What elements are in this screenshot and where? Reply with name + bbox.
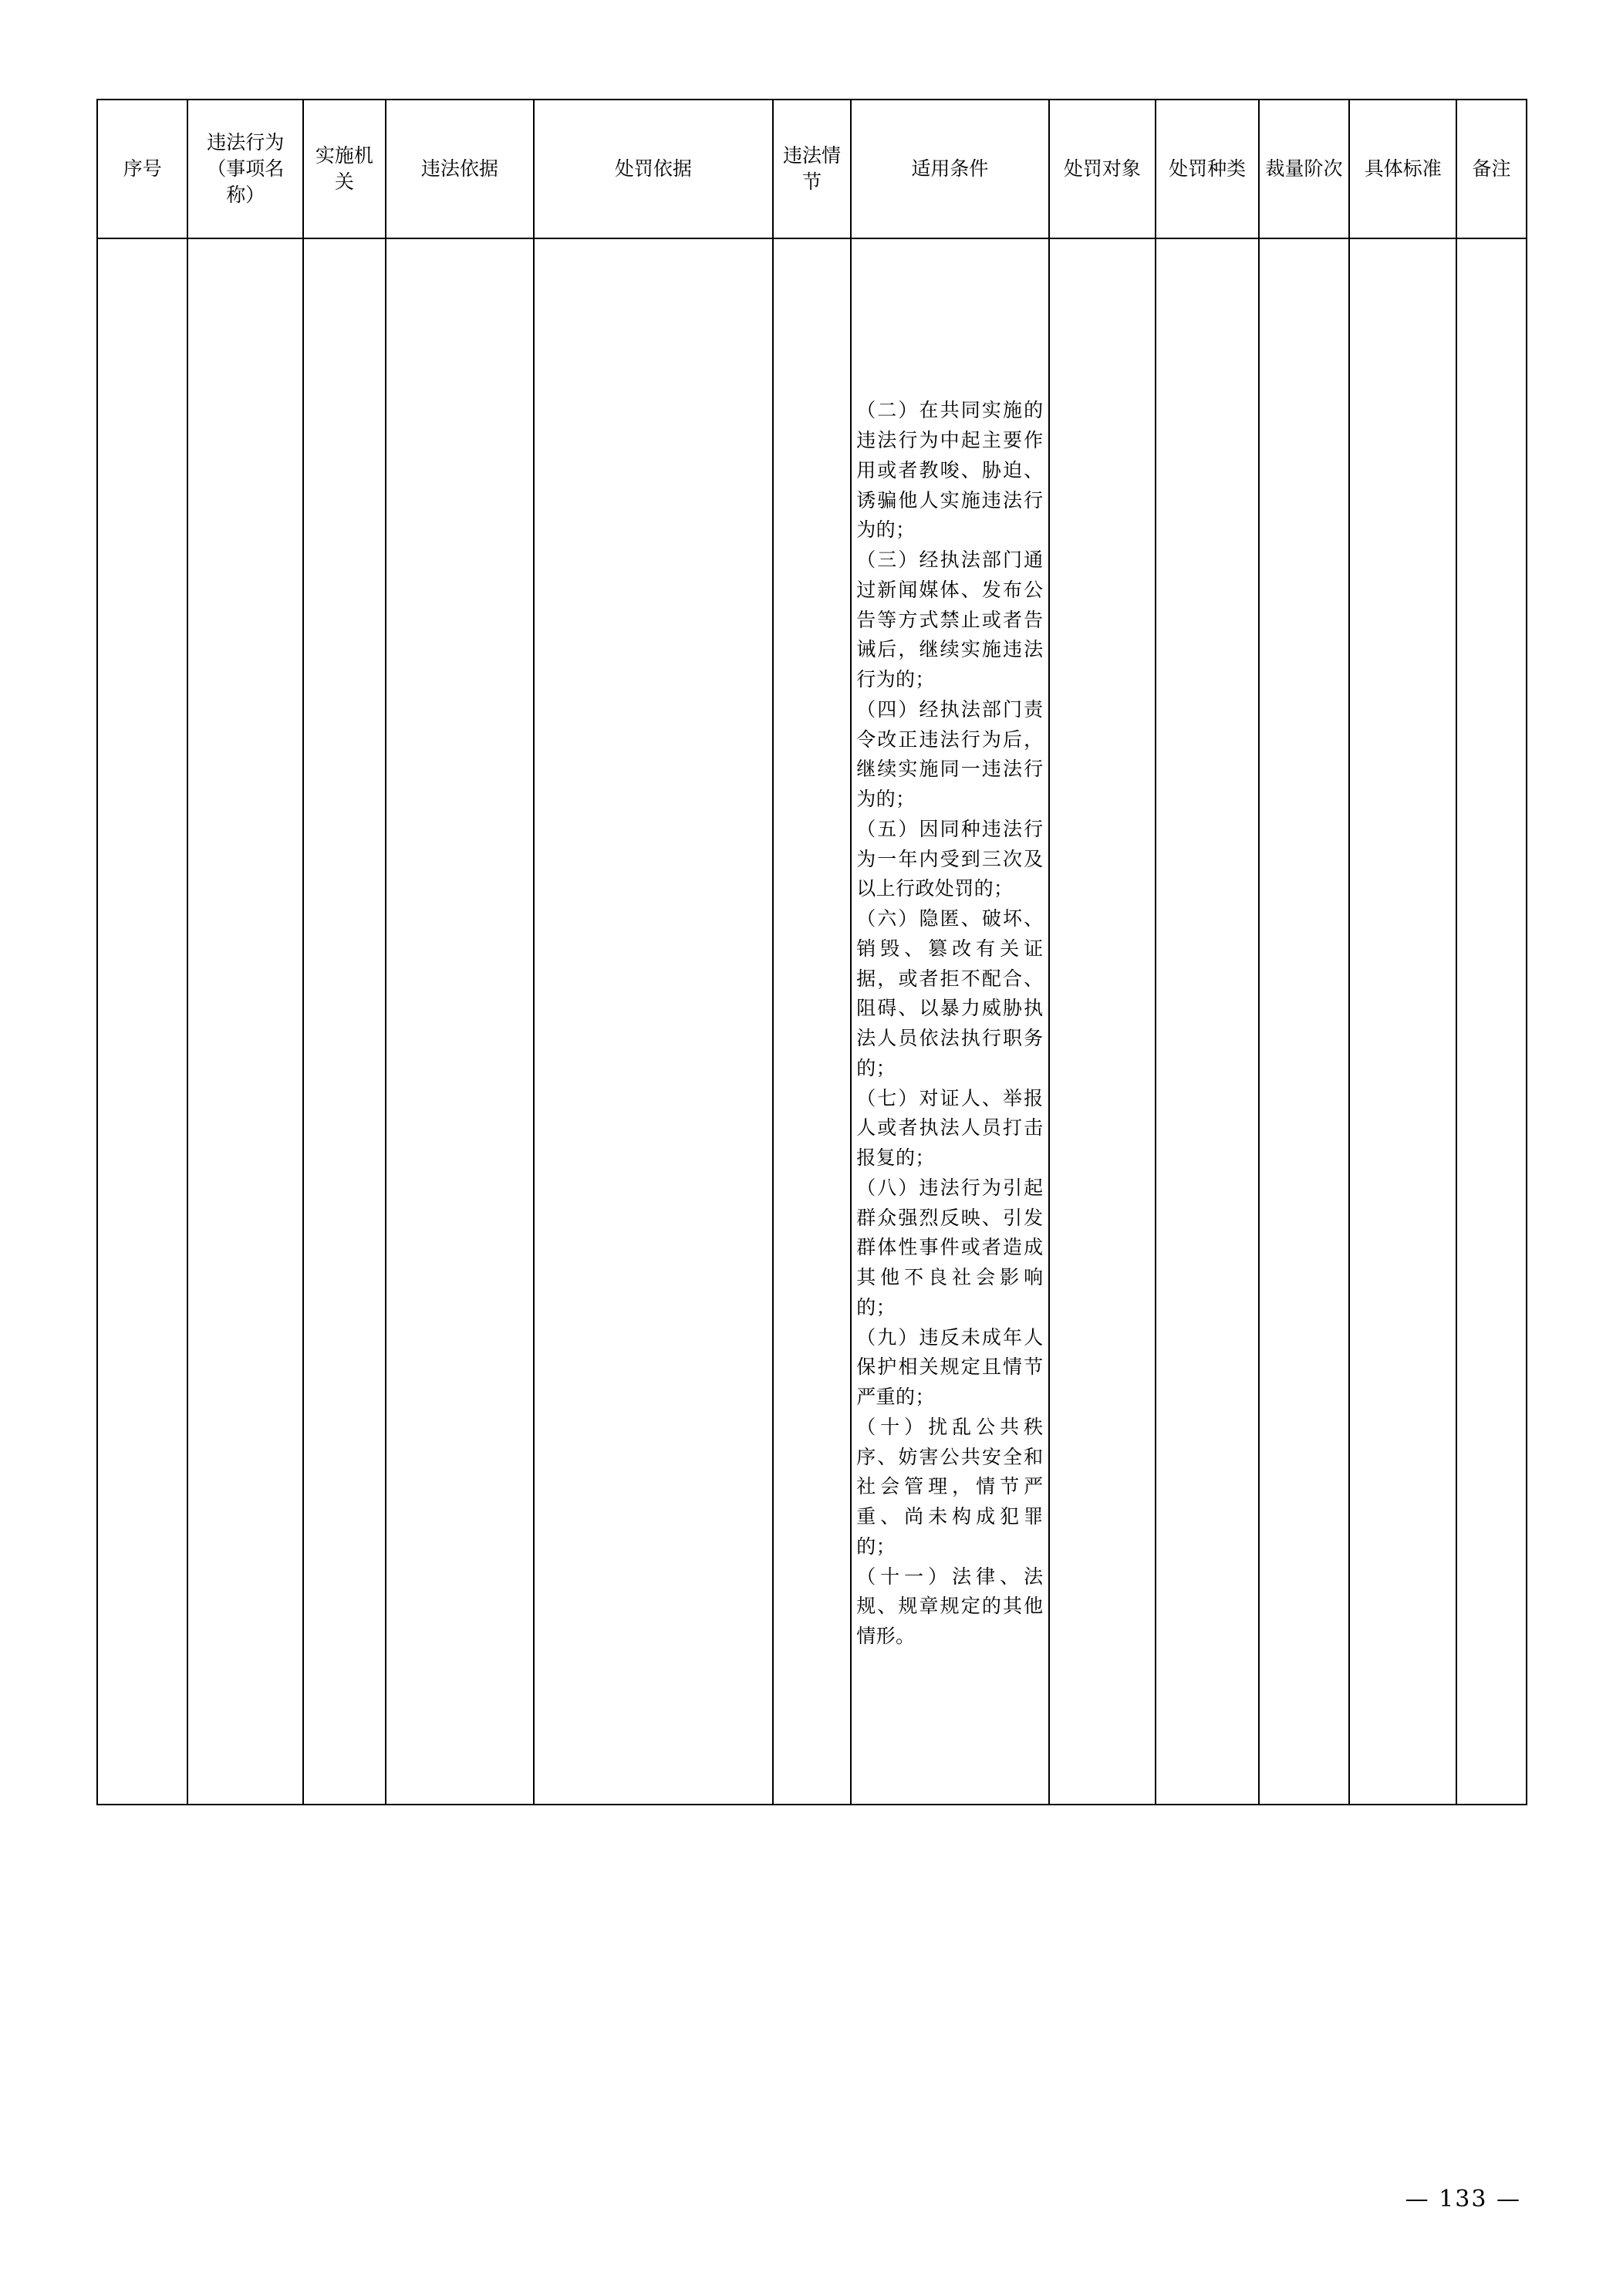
cell-xuhao (97, 238, 187, 1805)
column-header-cailiang-jieci: 裁量阶次 (1259, 100, 1349, 238)
cell-weifa-yiju (386, 238, 534, 1805)
column-header-shishi-jiguan: 实施机关 (303, 100, 386, 238)
cell-beizhu (1456, 238, 1527, 1805)
cell-weifa-xingwei (187, 238, 303, 1805)
column-header-chufa-duixiang: 处罚对象 (1049, 100, 1156, 238)
column-header-chufa-zhonglei: 处罚种类 (1156, 100, 1259, 238)
applicable-conditions-text: （二）在共同实施的违法行为中起主要作用或者教唆、胁迫、诱骗他人实施违法行为的； （三）经执法部门通过新闻媒体、发布公告等方式禁止或者告诫后，继续实施违法行为的； （四）经执法部门责令改正违法行为后，继续实施同一违法行为的； （五）因同种违法行为一年内受到三次及以上行政处罚的； （六）隐匿、破坏、销毁、篡改有关证据，或者拒不配合、阻碍、以暴力威胁执法人员依法执行职务的； （七）对证人、举报人或者执法人员打击报复的； （八）违法行为引起群众强烈反映、引发群体性事件或者造成其他不良社会影响的； （九）违反未成年人保护相关规定且情节严重的； （十）扰乱公共秩序、妨害公共安全和社会管理，情节严重、尚未构成犯罪的； （十一）法律、法规、规章规定的其他情形。 (856, 399, 1044, 1647)
table-container (96, 99, 1527, 1805)
cell-weifa-qingjie (773, 238, 851, 1805)
cell-chufa-duixiang (1049, 238, 1156, 1805)
column-header-weifa-yiju: 违法依据 (386, 100, 534, 238)
table-header-row (97, 100, 1527, 238)
column-header-beizhu: 备注 (1456, 100, 1527, 238)
column-header-weifa-xingwei: 违法行为（事项名称） (187, 100, 303, 238)
column-header-shiyong-tiaojian: 适用条件 (851, 100, 1048, 238)
column-header-xuhao: 序号 (97, 100, 187, 238)
discretion-table (96, 99, 1527, 1805)
cell-chufa-yiju (534, 238, 773, 1805)
cell-shishi-jiguan (303, 238, 386, 1805)
column-header-chufa-yiju: 处罚依据 (534, 100, 773, 238)
cell-shiyong-tiaojian (851, 238, 1048, 1805)
column-header-juti-biaozhun: 具体标准 (1349, 100, 1456, 238)
table-row (97, 238, 1527, 1805)
cell-juti-biaozhun (1349, 238, 1456, 1805)
page-number: — 133 — (1405, 2186, 1521, 2213)
cell-chufa-zhonglei (1156, 238, 1259, 1805)
cell-cailiang-jieci (1259, 238, 1349, 1805)
column-header-weifa-qingjie: 违法情节 (773, 100, 851, 238)
